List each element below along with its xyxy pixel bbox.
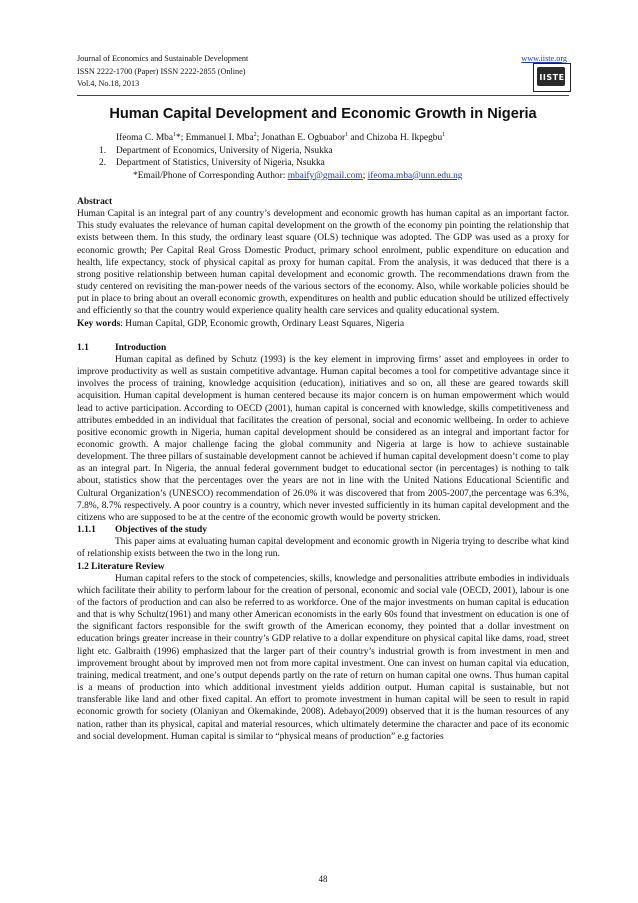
journal-header	[77, 53, 567, 91]
journal-volume: Vol.4, No.18, 2013	[77, 79, 140, 88]
author-name: *; Emmanuel I. Mba	[176, 133, 254, 143]
section-number: 1.1	[77, 342, 89, 353]
affiliation-text: Department of Statistics, University of Nigeria, Nsukka	[116, 158, 325, 169]
journal-website-link[interactable]: www.iiste.org	[521, 54, 567, 63]
affiliation-text: Department of Economics, University of Nigeria, Nsukka	[116, 145, 333, 156]
corresponding-author	[77, 170, 569, 183]
affiliation-1	[77, 145, 569, 158]
affiliation-marker: 1	[173, 131, 177, 138]
abstract-text: Human Capital is an integral part of any country’s development and economic growth has human capital as an important factor. This study evaluates the relevance of human capital development on the growth of the economy pin pointing the relationship that exists between them. In this study, the ordinary least square (OLS) technique was adopted. The GDP was used as a proxy for economic growth; Per Capital Real Gross Domestic Product, primary school enrolment, public expenditure on education and health, life expectancy, stock of physical capital as proxy for human capital. From the analysis, it was deduced that there is a strong positive relationship between human capital development and economic growth. The recommendations drawn from the study centered on revisiting the man-power needs of the various sectors of the economy. Also, while workable policies should be put in place to bring about an overall economic growth, expenditures on health and public education should be utilized effectively and efficiently so that the country would experience quality health care services and quality educational system.	[77, 209, 569, 317]
section-number: 1.1.1	[77, 525, 96, 536]
email-separator: ;	[362, 170, 368, 181]
keywords-text: : Human Capital, GDP, Economic growth, Ordinary Least Squares, Nigeria	[120, 318, 405, 329]
author-name: Ifeoma C. Mba	[116, 133, 174, 143]
header-divider	[77, 95, 569, 96]
abstract-heading: Abstract	[77, 197, 113, 207]
email-link-2[interactable]: ifeoma.mba@unn.edu.ng	[367, 170, 463, 181]
journal-issn: ISSN 2222-1700 (Paper) ISSN 2222-2855 (Online)	[77, 66, 246, 76]
affiliation-2	[77, 157, 569, 170]
paper-title: Human Capital Development and Economic Growth in Nigeria	[109, 106, 537, 122]
literature-review-text: Human capital refers to the stock of competencies, skills, knowledge and personalities attribute embodies in individuals which facilitate their ability to perform labour for the creation of personal, economic and social vale (OECD, 2001), labour is one of the factors of production and can also be referred to as workforce. One of the major investments on human capital is education and that is why Schultz(1961) and many other American economists in the early 60s found that investment on education is one of the significant factors responsible for the swift growth of the American economy, they pointed that a dollar investment on education brings greater increase in their country’s GDP relative to a dollar expenditure on physical capital like dams, road, street light etc. Galbraith (1996) emphasized that the larger part of their country’s industrial growth is from investment in men and improvement brought about by improved men not from more capital investment. One can invest on human capital via education, training, medical treatment, and one’s output depends partly on the rate of return on human capital one owns. Thus human capital is a means of production into which additional investment yields addition output. Human capital is sustainable, but not transferable like land and other fixed capital. An effort to promote investment in human capital will be seen to result in rapid economic growth for society (Olaniyan and Okemakinde, 2008). Adebayo(2009) observed that it is the human resources of any nation, rather than its physical, capital and material resources, which ultimately determine the character and pace of its economic and social development. Human capital is similar to “physical means of production” e.g factories	[77, 573, 569, 742]
page-number: 48	[318, 874, 328, 884]
affiliation-number: 2.	[99, 158, 107, 169]
contact-prefix: *Email/Phone of Corresponding Author:	[133, 170, 288, 181]
affiliation-marker: 1	[442, 131, 446, 138]
affiliation-marker: 1	[345, 131, 349, 138]
journal-name: Journal of Economics and Sustainable Development	[77, 54, 249, 63]
iiste-logo	[533, 63, 571, 92]
affiliation-number: 1.	[99, 145, 107, 156]
section-heading-objectives	[77, 524, 569, 536]
section-title: Objectives of the study	[115, 525, 208, 536]
paper-body	[77, 196, 569, 743]
author-name: ; Jonathan E. Ogbuabor	[256, 133, 346, 143]
spacer	[77, 330, 569, 342]
objectives-text: This paper aims at evaluating human capital development and economic growth in Nigeria trying to describe what kind of relationship exists between the two in the long run.	[77, 537, 569, 560]
author-name: and Chizoba H. Ikpegbu	[348, 133, 443, 143]
section-heading-introduction	[77, 342, 569, 354]
email-link-1[interactable]: mbaify@gmail.com	[287, 170, 363, 181]
section-heading-literature-review: 1.2 Literature Review	[77, 561, 165, 572]
section-title: Introduction	[115, 342, 167, 353]
author-list	[77, 132, 569, 145]
author-block	[77, 132, 569, 182]
keywords-line	[77, 318, 569, 330]
iiste-logo-text: IISTE	[539, 73, 565, 82]
introduction-text: Human capital as defined by Schutz (1993) is the key element in improving firms’ asset and employees in order to improve productivity as well as sustain competitive advantage. Human capital becomes a tool for competitive advantage since it involves the process of training, knowledge acquisition (education), initiatives and so on, all these are geared towards skill acquisition. Human capital development is human centered because its major concern is on human empowerment which would lead to active participation. According to OECD (2001), human capital is concerned with knowledge, skills competitiveness and attributes embedded in an individual that facilitates the creation of personal, social and economic wellbeing. In order to achieve positive economic growth in Nigeria, human capital development should be considered as an integral and important factor for economic growth. A major challenge facing the global community and Nigeria at large is how to achieve sustainable development. The three pillars of sustainable development cannot be achieved if human capital development doesn’t come to play as an integral part. In Nigeria, the annual federal government budget to educational sector (in percentages) is nothing to talk about, statistics show that the percentages over the years are not in line with the United Nations Educational Scientific and Cultural Organization’s (UNESCO) recommendation of 26.0% it was discovered that from 2005-2007,the percentage was 6.3%, 7.8%, 8.7% respectively. A poor country is a country, which never invested sufficiently in its human capital development and the citizens who are supposed to be at the centre of the economic growth would be poverty stricken.	[77, 354, 569, 523]
keywords-label: Key words	[77, 318, 121, 329]
affiliation-marker: 2	[253, 131, 257, 138]
